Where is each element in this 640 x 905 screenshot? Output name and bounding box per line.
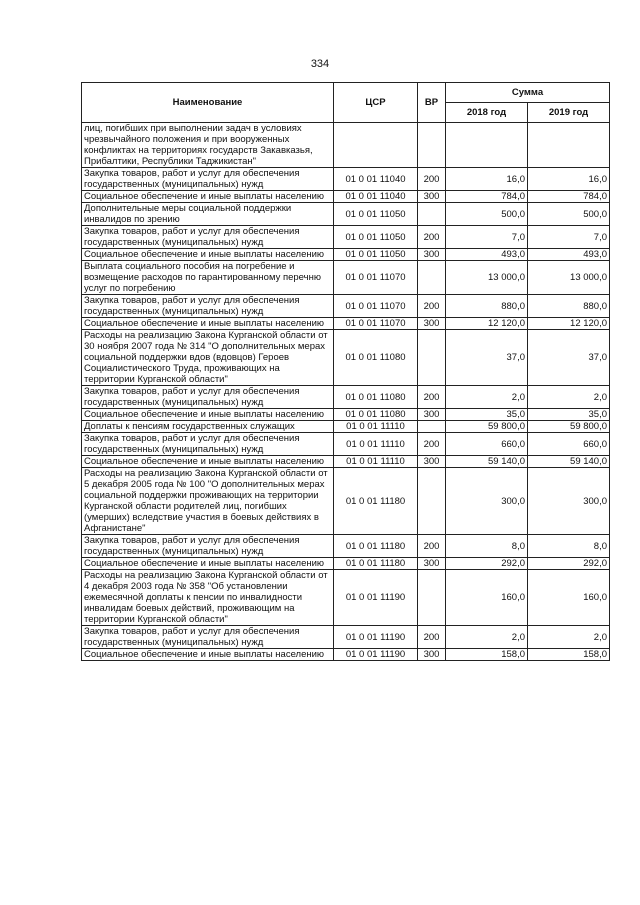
row-2018: 292,0 bbox=[446, 558, 528, 570]
row-vr: 200 bbox=[418, 535, 446, 558]
row-2019: 784,0 bbox=[528, 191, 610, 203]
row-vr: 300 bbox=[418, 318, 446, 330]
row-name: Социальное обеспечение и иные выплаты населению bbox=[82, 409, 334, 421]
header-sum: Сумма bbox=[446, 83, 610, 103]
row-2018: 158,0 bbox=[446, 649, 528, 661]
table-row bbox=[82, 168, 610, 191]
row-name: Социальное обеспечение и иные выплаты населению bbox=[82, 558, 334, 570]
row-2019: 292,0 bbox=[528, 558, 610, 570]
row-2018: 2,0 bbox=[446, 386, 528, 409]
row-2019: 8,0 bbox=[528, 535, 610, 558]
table-row bbox=[82, 421, 610, 433]
row-name: Закупка товаров, работ и услуг для обеспечения государственных (муниципальных) нужд bbox=[82, 433, 334, 456]
row-vr bbox=[418, 261, 446, 295]
row-vr: 200 bbox=[418, 386, 446, 409]
row-vr: 300 bbox=[418, 409, 446, 421]
row-2018: 13 000,0 bbox=[446, 261, 528, 295]
row-csr: 01 0 01 11180 bbox=[334, 535, 418, 558]
row-2019: 12 120,0 bbox=[528, 318, 610, 330]
row-csr: 01 0 01 11190 bbox=[334, 626, 418, 649]
row-vr: 200 bbox=[418, 226, 446, 249]
row-vr bbox=[418, 330, 446, 386]
row-name: Закупка товаров, работ и услуг для обеспечения государственных (муниципальных) нужд bbox=[82, 168, 334, 191]
row-name: лиц, погибших при выполнении задач в условиях чрезвычайного положения и при вооруженных конфликтах на территориях государств Закавказья, Прибалтики, Республики Таджикистан" bbox=[82, 123, 334, 168]
row-vr: 300 bbox=[418, 456, 446, 468]
row-csr: 01 0 01 11050 bbox=[334, 249, 418, 261]
row-2018: 37,0 bbox=[446, 330, 528, 386]
table-row bbox=[82, 433, 610, 456]
row-csr: 01 0 01 11080 bbox=[334, 386, 418, 409]
header-csr: ЦСР bbox=[334, 83, 418, 123]
row-2019: 13 000,0 bbox=[528, 261, 610, 295]
row-vr: 300 bbox=[418, 249, 446, 261]
row-2019: 2,0 bbox=[528, 626, 610, 649]
row-name: Расходы на реализацию Закона Курганской области от 4 декабря 2003 года № 358 "Об установлении ежемесячной доплаты к пенсии по инвалидности инвалидам боевых действий, проживающим на территории Курганской области" bbox=[82, 570, 334, 626]
row-name: Социальное обеспечение и иные выплаты населению bbox=[82, 249, 334, 261]
row-2019: 300,0 bbox=[528, 468, 610, 535]
row-2018: 880,0 bbox=[446, 295, 528, 318]
table-header bbox=[82, 83, 610, 123]
row-csr: 01 0 01 11070 bbox=[334, 261, 418, 295]
row-csr: 01 0 01 11080 bbox=[334, 409, 418, 421]
table-row bbox=[82, 295, 610, 318]
table-row bbox=[82, 468, 610, 535]
row-name: Закупка товаров, работ и услуг для обеспечения государственных (муниципальных) нужд bbox=[82, 295, 334, 318]
row-2019: 7,0 bbox=[528, 226, 610, 249]
row-2018: 660,0 bbox=[446, 433, 528, 456]
row-name: Закупка товаров, работ и услуг для обеспечения государственных (муниципальных) нужд bbox=[82, 386, 334, 409]
row-name: Социальное обеспечение и иные выплаты населению bbox=[82, 191, 334, 203]
row-name: Доплаты к пенсиям государственных служащих bbox=[82, 421, 334, 433]
row-vr bbox=[418, 203, 446, 226]
row-2019: 59 140,0 bbox=[528, 456, 610, 468]
row-2018 bbox=[446, 123, 528, 168]
row-2018: 500,0 bbox=[446, 203, 528, 226]
row-name: Социальное обеспечение и иные выплаты населению bbox=[82, 456, 334, 468]
table-row bbox=[82, 191, 610, 203]
row-2018: 300,0 bbox=[446, 468, 528, 535]
row-2019: 2,0 bbox=[528, 386, 610, 409]
row-2019: 880,0 bbox=[528, 295, 610, 318]
row-csr: 01 0 01 11110 bbox=[334, 433, 418, 456]
header-2018: 2018 год bbox=[446, 103, 528, 123]
row-vr: 200 bbox=[418, 168, 446, 191]
row-name: Расходы на реализацию Закона Курганской области от 30 ноября 2007 года № 314 "О дополнительных мерах социальной поддержки вдов (вдовцов) Героев Социалистического Труда, проживающих на территории Курганской области" bbox=[82, 330, 334, 386]
row-csr: 01 0 01 11050 bbox=[334, 226, 418, 249]
table-row bbox=[82, 456, 610, 468]
header-2019: 2019 год bbox=[528, 103, 610, 123]
row-name: Выплата социального пособия на погребение и возмещение расходов по гарантированному перечню услуг по погребению bbox=[82, 261, 334, 295]
page-number: 334 bbox=[310, 58, 330, 70]
row-2018: 8,0 bbox=[446, 535, 528, 558]
table-row bbox=[82, 409, 610, 421]
row-csr: 01 0 01 11070 bbox=[334, 318, 418, 330]
row-name: Закупка товаров, работ и услуг для обеспечения государственных (муниципальных) нужд bbox=[82, 226, 334, 249]
row-vr: 200 bbox=[418, 295, 446, 318]
row-csr: 01 0 01 11040 bbox=[334, 191, 418, 203]
table-row bbox=[82, 226, 610, 249]
row-csr: 01 0 01 11190 bbox=[334, 649, 418, 661]
table-body bbox=[82, 123, 610, 661]
row-name: Расходы на реализацию Закона Курганской области от 5 декабря 2005 года № 100 "О дополнительных мерах социальной поддержки проживающих на территории Курганской области родителей лиц, погибших (умерших) вследствие участия в боевых действиях в Афганистане" bbox=[82, 468, 334, 535]
row-2019: 160,0 bbox=[528, 570, 610, 626]
row-vr bbox=[418, 123, 446, 168]
row-2019: 35,0 bbox=[528, 409, 610, 421]
table-row bbox=[82, 123, 610, 168]
row-vr: 300 bbox=[418, 649, 446, 661]
row-vr bbox=[418, 468, 446, 535]
table-row bbox=[82, 535, 610, 558]
row-2018: 493,0 bbox=[446, 249, 528, 261]
row-csr: 01 0 01 11040 bbox=[334, 168, 418, 191]
row-csr: 01 0 01 11070 bbox=[334, 295, 418, 318]
row-2019: 660,0 bbox=[528, 433, 610, 456]
row-2018: 2,0 bbox=[446, 626, 528, 649]
row-csr: 01 0 01 11190 bbox=[334, 570, 418, 626]
row-vr: 300 bbox=[418, 191, 446, 203]
table-row bbox=[82, 203, 610, 226]
row-2018: 59 800,0 bbox=[446, 421, 528, 433]
table-row bbox=[82, 330, 610, 386]
row-csr: 01 0 01 11180 bbox=[334, 468, 418, 535]
row-name: Социальное обеспечение и иные выплаты населению bbox=[82, 318, 334, 330]
row-2019: 37,0 bbox=[528, 330, 610, 386]
row-name: Закупка товаров, работ и услуг для обеспечения государственных (муниципальных) нужд bbox=[82, 626, 334, 649]
row-csr: 01 0 01 11180 bbox=[334, 558, 418, 570]
table-row bbox=[82, 261, 610, 295]
row-2019 bbox=[528, 123, 610, 168]
row-2019: 493,0 bbox=[528, 249, 610, 261]
row-name: Социальное обеспечение и иные выплаты населению bbox=[82, 649, 334, 661]
row-2018: 784,0 bbox=[446, 191, 528, 203]
row-vr bbox=[418, 421, 446, 433]
row-csr: 01 0 01 11110 bbox=[334, 456, 418, 468]
table-row bbox=[82, 649, 610, 661]
row-2018: 12 120,0 bbox=[446, 318, 528, 330]
row-2018: 7,0 bbox=[446, 226, 528, 249]
header-name: Наименование bbox=[82, 83, 334, 123]
header-vr: ВР bbox=[418, 83, 446, 123]
table-row bbox=[82, 570, 610, 626]
row-2019: 158,0 bbox=[528, 649, 610, 661]
row-csr: 01 0 01 11050 bbox=[334, 203, 418, 226]
budget-table bbox=[81, 82, 610, 661]
table-row bbox=[82, 386, 610, 409]
row-2018: 35,0 bbox=[446, 409, 528, 421]
row-2018: 16,0 bbox=[446, 168, 528, 191]
row-2018: 59 140,0 bbox=[446, 456, 528, 468]
table-row bbox=[82, 318, 610, 330]
row-2019: 59 800,0 bbox=[528, 421, 610, 433]
row-name: Дополнительные меры социальной поддержки инвалидов по зрению bbox=[82, 203, 334, 226]
table-row bbox=[82, 626, 610, 649]
table-row bbox=[82, 249, 610, 261]
row-2018: 160,0 bbox=[446, 570, 528, 626]
row-vr bbox=[418, 570, 446, 626]
row-csr: 01 0 01 11110 bbox=[334, 421, 418, 433]
row-csr: 01 0 01 11080 bbox=[334, 330, 418, 386]
row-vr: 300 bbox=[418, 558, 446, 570]
row-2019: 500,0 bbox=[528, 203, 610, 226]
row-vr: 200 bbox=[418, 433, 446, 456]
row-vr: 200 bbox=[418, 626, 446, 649]
table-row bbox=[82, 558, 610, 570]
row-csr bbox=[334, 123, 418, 168]
row-name: Закупка товаров, работ и услуг для обеспечения государственных (муниципальных) нужд bbox=[82, 535, 334, 558]
row-2019: 16,0 bbox=[528, 168, 610, 191]
